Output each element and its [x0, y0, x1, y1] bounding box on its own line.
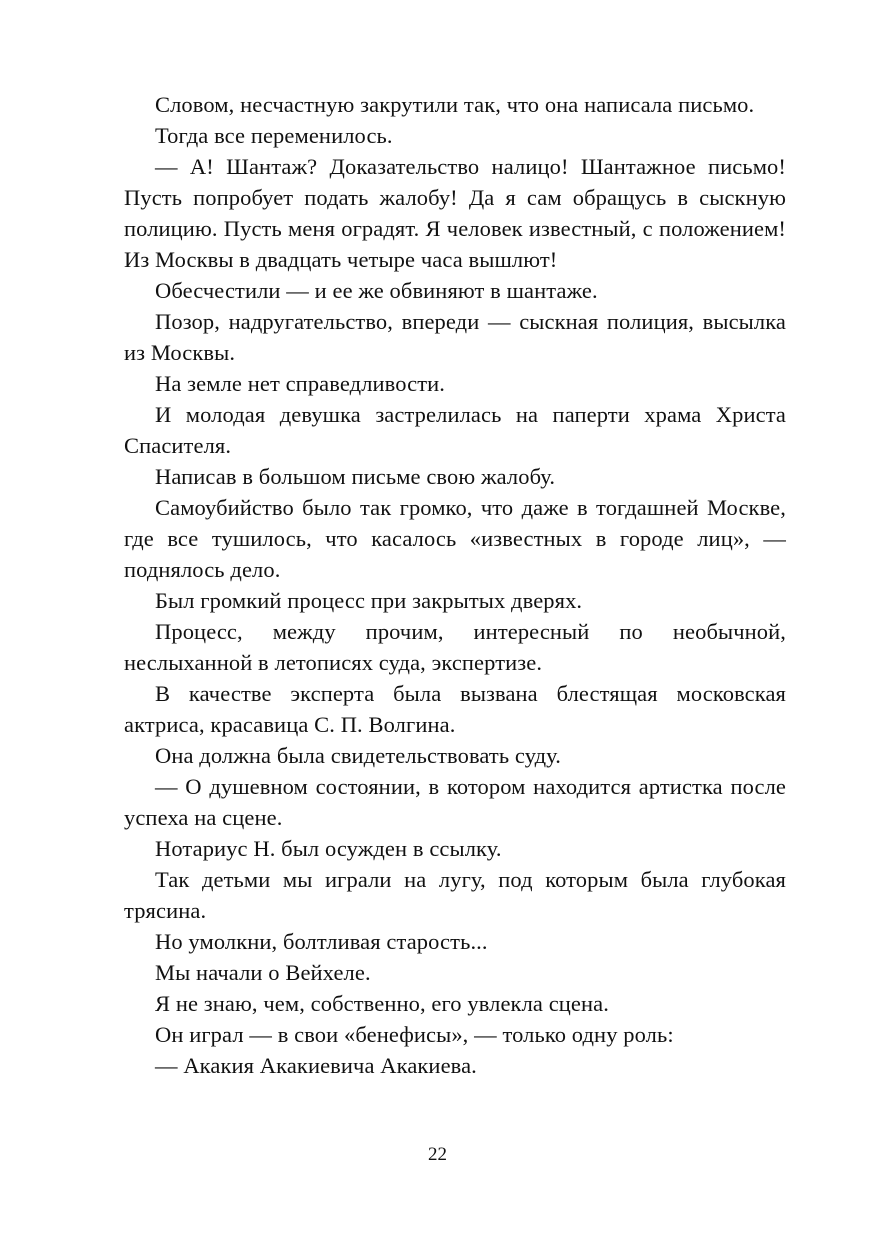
paragraph: Нотариус Н. был осужден в ссылку.: [155, 836, 502, 861]
paragraph: Был громкий процесс при закрытых дверях.: [155, 588, 583, 613]
paragraph: — Акакия Акакиевича Акакиева.: [155, 1053, 477, 1078]
paragraph: Написав в большом письме свою жалобу.: [155, 464, 556, 489]
page-number: 22: [428, 1144, 447, 1165]
paragraph: Мы начали о Вейхеле.: [155, 960, 371, 985]
paragraph: На земле нет справедливости.: [155, 371, 446, 396]
paragraph: Она должна была свидетельствовать суду.: [155, 743, 562, 768]
paragraph: И молодая девушка застрелилась на паперти храма Христа Спасителя.: [124, 402, 786, 458]
paragraph: Я не знаю, чем, собственно, его увлекла сцена.: [155, 991, 609, 1016]
paragraph: В качестве эксперта была вызвана блестящая московская актриса, красавица С. П. Волгина.: [124, 681, 786, 737]
paragraph: Но умолкни, болтливая старость...: [155, 929, 488, 954]
paragraph: Он играл — в свои «бенефисы», — только одну роль:: [155, 1022, 674, 1047]
paragraph: Тогда все переменилось.: [155, 123, 393, 148]
paragraph: Самоубийство было так громко, что даже в тогдашней Москве, где все тушилось, что касалось «известных в городе лиц», — поднялось дело.: [124, 495, 786, 582]
paragraph: Словом, несчастную закрутили так, что она написала письмо.: [155, 92, 755, 117]
paragraph: — О душевном состоянии, в котором находится артистка после успеха на сцене.: [124, 774, 786, 830]
paragraph: Обесчестили — и ее же обвиняют в шантаже.: [155, 278, 598, 303]
body-text: [124, 89, 786, 1081]
paragraph: — А! Шантаж? Доказательство налицо! Шантажное письмо! Пусть попробует подать жалобу! Да я сам обращусь в сыскную полицию. Пусть меня оградят. Я человек известный, с положением! Из Москвы в двадцать четыре часа вышлют!: [124, 154, 786, 272]
paragraph: Позор, надругательство, впереди — сыскная полиция, высылка из Москвы.: [124, 309, 786, 365]
paragraph: Так детьми мы играли на лугу, под которым была глубокая трясина.: [124, 867, 786, 923]
paragraph: Процесс, между прочим, интересный по необычной, неслыханной в летописях суда, экспертизе.: [124, 619, 786, 675]
